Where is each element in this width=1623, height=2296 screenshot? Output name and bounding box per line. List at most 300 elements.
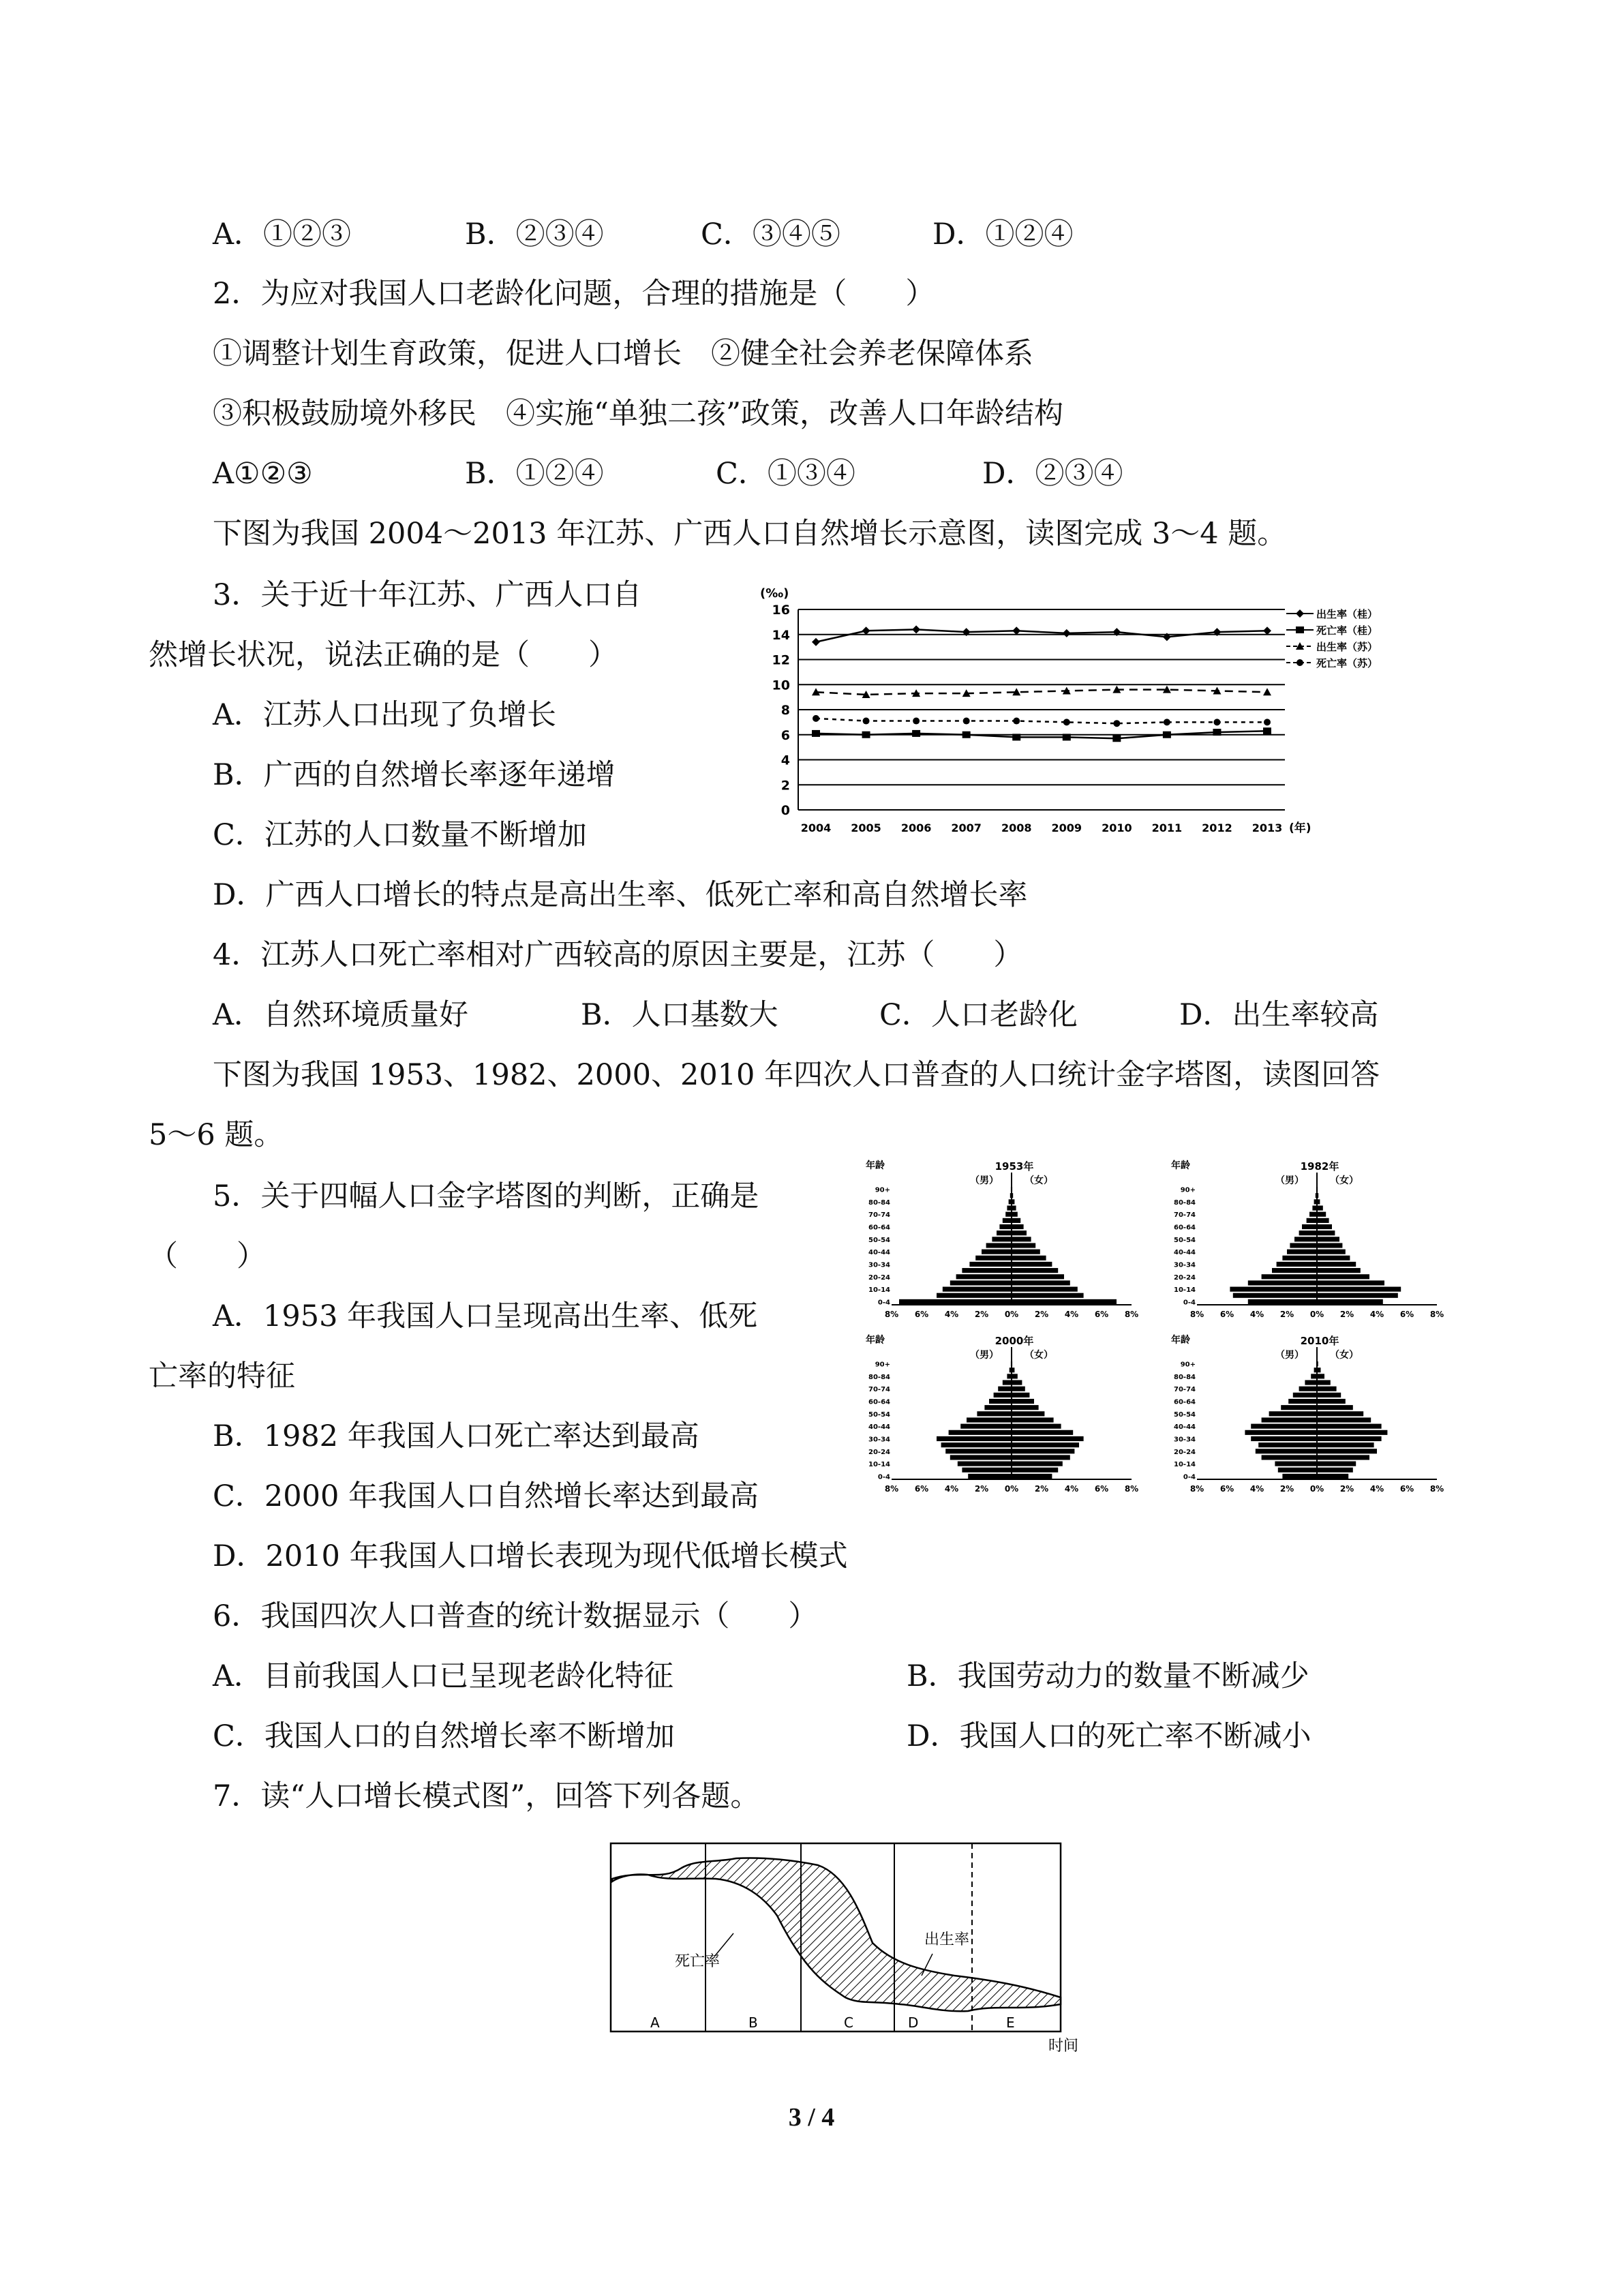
pyramid-female-bar-8 (1012, 1424, 1061, 1429)
y-tick-4: 4 (780, 753, 790, 768)
pyramid-age-tick-0-4: 0-4 (1183, 1473, 1196, 1481)
pyramid-female-bar-15 (1012, 1380, 1022, 1385)
q1-option-d: D．①②④ (932, 217, 1074, 252)
pyramid-age-tick-70-74: 70-74 (1174, 1211, 1196, 1220)
q3-stem-line2: 然增长状况，说法正确的是（ ） (149, 638, 618, 672)
pyramid-female-bar-14 (1012, 1387, 1025, 1391)
pyramid-female-bar-10 (1012, 1411, 1044, 1416)
pyramid-x-tick-5: 2% (1339, 1310, 1354, 1319)
pyramid-male-bar-2 (1230, 1287, 1317, 1292)
pyramid-male-bar-12 (999, 1224, 1012, 1229)
pyramid-female-bar-9 (1012, 1243, 1035, 1248)
page-number: 3 / 4 (788, 2103, 835, 2132)
pyramid-female-bar-0 (1012, 1474, 1052, 1479)
pyramid-female-label: （女） (1330, 1350, 1359, 1361)
pyramid-male-bar-7 (1245, 1430, 1317, 1435)
x-tick-2005: 2005 (851, 821, 881, 834)
series-3-point-2010 (1113, 720, 1120, 727)
pyramid-female-bar-13 (1317, 1218, 1329, 1223)
pyramid-age-tick-50-54: 50-54 (868, 1236, 890, 1244)
pyramid-age-tick-40-44: 40-44 (1174, 1423, 1196, 1432)
stage-a-label: A (650, 2014, 660, 2031)
q2-option-b: B．①②④ (465, 457, 604, 491)
pyramid-female-bar-4 (1012, 1449, 1074, 1453)
series-line-3 (816, 719, 1267, 723)
pyramid-2010年 (1171, 1334, 1444, 1494)
pyramid-male-bar-12 (1288, 1399, 1317, 1404)
legend-label-1: 死亡率（桂） (1316, 624, 1378, 637)
pyramid-x-tick-1: 6% (1219, 1310, 1234, 1319)
intro-q5-q6-line2: 5～6 题。 (149, 1118, 284, 1152)
q6-option-a: A．目前我国人口已呈现老龄化特征 (213, 1659, 674, 1693)
pyramid-male-bar-14 (1005, 1212, 1012, 1217)
pyramid-male-bar-15 (1007, 1205, 1012, 1210)
pyramid-male-label: （男） (970, 1350, 999, 1361)
pyramid-female-bar-7 (1317, 1256, 1350, 1260)
pyramid-male-bar-1 (1233, 1293, 1317, 1298)
pyramid-x-tick-8: 8% (1429, 1310, 1444, 1319)
pyramid-female-bar-13 (1012, 1218, 1020, 1223)
pyramid-male-bar-0 (968, 1474, 1012, 1479)
pyramid-x-tick-2: 4% (1249, 1484, 1264, 1494)
pyramid-male-bar-11 (1281, 1405, 1317, 1410)
growth-model-svg (600, 1834, 1091, 2059)
stage-c-label: C (844, 2014, 853, 2031)
pyramid-female-bar-18 (1317, 1187, 1318, 1192)
pyramid-male-bar-13 (1307, 1218, 1317, 1223)
pyramid-age-tick-60-64: 60-64 (868, 1398, 890, 1406)
pyramid-age-tick-20-24: 20-24 (1174, 1273, 1196, 1282)
pyramid-x-tick-8: 8% (1124, 1310, 1139, 1319)
pyramid-age-tick-90+: 90+ (875, 1361, 890, 1369)
y-tick-12: 12 (772, 652, 790, 668)
pyramid-male-bar-12 (989, 1399, 1012, 1404)
pyramid-male-bar-0 (899, 1299, 1012, 1304)
pyramid-x-tick-6: 4% (1369, 1310, 1384, 1319)
growth-model-chart (600, 1834, 1091, 2059)
pyramid-male-bar-18 (1316, 1187, 1317, 1192)
pyramid-male-bar-12 (1302, 1224, 1317, 1229)
pyramid-male-bar-4 (1256, 1449, 1317, 1453)
rate-line-chart-svg (753, 581, 1378, 847)
pyramid-female-bar-7 (1012, 1256, 1046, 1260)
pyramid-female-bar-2 (1317, 1287, 1401, 1292)
pyramid-age-tick-30-34: 30-34 (868, 1261, 890, 1269)
pyramid-male-bar-7 (1282, 1256, 1317, 1260)
pyramid-year-title: 1953年 (995, 1160, 1034, 1173)
x-tick-2013: 2013 (1252, 821, 1283, 834)
pyramid-age-tick-80-84: 80-84 (1174, 1198, 1196, 1207)
pyramid-age-tick-60-64: 60-64 (868, 1224, 890, 1232)
q3-option-a: A．江苏人口出现了负增长 (213, 698, 557, 732)
pyramid-female-bar-13 (1012, 1393, 1029, 1398)
q5-option-b: B．1982 年我国人口死亡率达到最高 (213, 1419, 699, 1453)
x-tick-2004: 2004 (800, 821, 832, 834)
q3-option-d: D．广西人口增长的特点是高出生率、低死亡率和高自然增长率 (213, 878, 1028, 912)
pyramid-male-bar-6 (937, 1436, 1012, 1441)
y-tick-0: 0 (780, 803, 790, 818)
legend-label-0: 出生率（桂） (1316, 608, 1378, 620)
series-3-point-2004 (813, 715, 819, 722)
pyramid-age-tick-70-74: 70-74 (868, 1211, 890, 1220)
legend-marker-0 (1296, 609, 1304, 618)
pyramid-male-bar-18 (1011, 1187, 1012, 1192)
stage-d-label: D (908, 2014, 919, 2031)
pyramid-male-bar-17 (1314, 1368, 1317, 1372)
death-rate-label: 死亡率 (675, 1953, 721, 1970)
q2-item-1: ①调整计划生育政策，促进人口增长 ②健全社会养老保障体系 (213, 337, 1033, 371)
pyramid-male-bar-8 (982, 1250, 1012, 1254)
q3-option-c: C．江苏的人口数量不断增加 (213, 818, 587, 852)
series-2-point-2013 (1263, 688, 1271, 695)
pyramid-male-bar-8 (1251, 1424, 1317, 1429)
pyramid-male-bar-5 (962, 1268, 1012, 1273)
pyramid-female-bar-16 (1012, 1199, 1014, 1204)
pyramid-female-bar-11 (1317, 1405, 1353, 1410)
pyramid-female-bar-1 (1317, 1468, 1353, 1472)
q7-stem: 7．读“人口增长模式图”，回答下列各题。 (213, 1779, 760, 1813)
pyramid-female-bar-16 (1317, 1374, 1324, 1378)
q2-option-d: D．②③④ (982, 457, 1123, 491)
pyramid-male-bar-18 (1316, 1361, 1317, 1366)
pyramid-x-tick-0: 8% (884, 1310, 899, 1319)
pyramid-male-bar-11 (1299, 1230, 1317, 1235)
pyramid-female-bar-5 (1317, 1442, 1374, 1447)
pyramid-female-bar-15 (1317, 1205, 1323, 1210)
pyramid-female-bar-1 (1012, 1468, 1058, 1472)
population-pyramids-svg (864, 1159, 1451, 1500)
pyramid-male-bar-10 (977, 1411, 1012, 1416)
pyramid-x-tick-2: 4% (944, 1310, 959, 1319)
q4-stem: 4．江苏人口死亡率相对广西较高的原因主要是，江苏（ ） (213, 938, 1023, 972)
pyramid-female-bar-15 (1317, 1380, 1331, 1385)
q6-option-c: C．我国人口的自然增长率不断增加 (213, 1719, 675, 1753)
pyramid-female-bar-0 (1317, 1299, 1383, 1304)
pyramid-female-bar-8 (1317, 1250, 1346, 1254)
pyramid-male-bar-7 (949, 1430, 1012, 1435)
pyramid-female-bar-17 (1317, 1193, 1318, 1198)
pyramid-female-bar-5 (1012, 1442, 1079, 1447)
legend-label-2: 出生率（苏） (1316, 641, 1378, 653)
pyramid-x-tick-8: 8% (1429, 1484, 1444, 1494)
pyramid-female-bar-1 (1317, 1293, 1398, 1298)
pyramid-female-bar-14 (1012, 1212, 1018, 1217)
pyramid-female-bar-6 (1012, 1436, 1084, 1441)
pyramid-male-bar-9 (1290, 1243, 1317, 1248)
pyramid-age-tick-50-54: 50-54 (1174, 1410, 1196, 1419)
pyramid-male-bar-4 (1262, 1274, 1317, 1279)
legend-marker-3 (1296, 659, 1303, 666)
pyramid-x-tick-2: 4% (944, 1484, 959, 1494)
pyramid-female-bar-2 (1012, 1462, 1063, 1466)
y-tick-6: 6 (780, 727, 790, 743)
pyramid-male-bar-18 (1011, 1361, 1012, 1366)
pyramid-female-bar-3 (1012, 1280, 1070, 1285)
pyramid-female-bar-17 (1012, 1193, 1013, 1198)
pyramid-female-bar-9 (1012, 1417, 1054, 1422)
pyramid-year-title: 1982年 (1300, 1160, 1339, 1173)
pyramid-male-bar-16 (1311, 1374, 1317, 1378)
pyramid-x-tick-0: 8% (1189, 1310, 1204, 1319)
pyramid-age-tick-90+: 90+ (875, 1186, 890, 1194)
q5-option-a-line1: A．1953 年我国人口呈现高出生率、低死 (213, 1299, 758, 1333)
series-3-point-2006 (913, 718, 920, 725)
x-tick-2008: 2008 (1001, 821, 1032, 834)
y-tick-16: 16 (772, 603, 790, 618)
pyramid-female-bar-17 (1012, 1368, 1014, 1372)
series-3-point-2007 (963, 718, 970, 725)
pyramid-male-bar-0 (1282, 1474, 1317, 1479)
pyramid-1982年 (1171, 1160, 1444, 1319)
pyramid-x-tick-5: 2% (1339, 1484, 1354, 1494)
pyramid-x-tick-5: 2% (1034, 1310, 1049, 1319)
pyramid-x-tick-1: 6% (1219, 1484, 1234, 1494)
pyramid-female-label: （女） (1330, 1175, 1359, 1186)
pyramid-age-tick-80-84: 80-84 (868, 1373, 890, 1381)
pyramid-male-bar-6 (969, 1262, 1012, 1267)
pyramid-age-tick-20-24: 20-24 (1174, 1448, 1196, 1456)
series-0-point-2009 (1063, 629, 1071, 637)
pyramid-female-bar-13 (1317, 1393, 1341, 1398)
pyramid-female-bar-0 (1317, 1474, 1348, 1479)
pyramid-age-tick-0-4: 0-4 (877, 1473, 890, 1481)
pyramid-male-bar-11 (984, 1405, 1012, 1410)
x-tick-2011: 2011 (1151, 821, 1183, 834)
pyramid-male-bar-2 (958, 1462, 1012, 1466)
pyramid-x-tick-2: 4% (1249, 1310, 1264, 1319)
pyramid-female-bar-0 (1012, 1299, 1117, 1304)
pyramid-female-bar-4 (1317, 1274, 1369, 1279)
pyramid-age-tick-60-64: 60-64 (1174, 1224, 1196, 1232)
series-0-point-2004 (812, 638, 820, 646)
pyramid-x-tick-3: 2% (974, 1484, 989, 1494)
series-3-point-2011 (1164, 719, 1170, 725)
pyramid-male-bar-1 (937, 1293, 1012, 1298)
q6-stem: 6．我国四次人口普查的统计数据显示（ ） (213, 1599, 818, 1633)
pyramid-x-tick-6: 4% (1369, 1484, 1384, 1494)
q5-option-d: D．2010 年我国人口增长表现为现代低增长模式 (213, 1539, 848, 1573)
series-3-point-2005 (863, 718, 870, 725)
series-0-point-2008 (1012, 626, 1020, 635)
pyramid-female-bar-12 (1317, 1399, 1346, 1404)
q6-option-d: D．我国人口的死亡率不断减小 (907, 1719, 1311, 1753)
pyramid-male-bar-14 (998, 1387, 1012, 1391)
pyramid-male-bar-17 (1010, 1193, 1012, 1198)
pyramid-male-bar-16 (1009, 1199, 1012, 1204)
series-1-point-2013 (1263, 727, 1271, 734)
pyramid-male-bar-5 (1272, 1268, 1317, 1273)
pyramid-female-bar-2 (1012, 1287, 1078, 1292)
pyramid-male-bar-9 (967, 1417, 1012, 1422)
y-tick-14: 14 (772, 627, 790, 643)
pyramid-age-tick-50-54: 50-54 (1174, 1236, 1196, 1244)
pyramid-female-bar-8 (1317, 1424, 1382, 1429)
rate-line-chart (753, 581, 1378, 847)
y-axis-unit: (‰) (760, 586, 789, 601)
pyramid-male-bar-4 (945, 1449, 1012, 1453)
series-3-point-2013 (1264, 719, 1271, 725)
pyramid-female-bar-3 (1317, 1455, 1369, 1460)
pyramid-female-bar-15 (1012, 1205, 1016, 1210)
pyramid-age-label: 年龄 (1171, 1335, 1190, 1346)
pyramid-x-tick-0: 8% (884, 1484, 899, 1494)
pyramid-female-bar-6 (1012, 1262, 1052, 1267)
pyramid-age-tick-40-44: 40-44 (868, 1249, 890, 1257)
pyramid-male-bar-3 (950, 1455, 1012, 1460)
q5-stem-line2: （ ） (149, 1239, 266, 1273)
pyramid-female-bar-10 (1012, 1237, 1031, 1241)
q5-option-a-line2: 亡率的特征 (149, 1359, 295, 1393)
pyramid-male-bar-1 (962, 1468, 1012, 1472)
intro-q3-q4: 下图为我国 2004～2013 年江苏、广西人口自然增长示意图，读图完成 3～4 题。 (213, 517, 1287, 551)
series-3-point-2012 (1213, 719, 1220, 725)
pyramid-age-tick-10-14: 10-14 (868, 1461, 890, 1469)
pyramid-age-tick-20-24: 20-24 (868, 1273, 890, 1282)
q1-option-b: B．②③④ (465, 217, 604, 252)
pyramid-male-bar-13 (1293, 1393, 1317, 1398)
pyramid-female-bar-4 (1317, 1449, 1377, 1453)
pyramid-x-tick-5: 2% (1034, 1484, 1049, 1494)
q1-option-a: A．①②③ (213, 217, 352, 252)
pyramid-age-tick-90+: 90+ (1180, 1361, 1196, 1369)
pyramid-male-bar-13 (1003, 1218, 1012, 1223)
series-3-point-2009 (1063, 719, 1070, 725)
pyramid-male-bar-14 (1309, 1212, 1317, 1217)
pyramid-age-tick-40-44: 40-44 (1174, 1249, 1196, 1257)
pyramid-male-label: （男） (1275, 1350, 1304, 1361)
series-1-point-2009 (1063, 734, 1071, 740)
y-tick-2: 2 (780, 778, 790, 794)
pyramid-x-tick-3: 2% (1279, 1310, 1294, 1319)
pyramid-age-label: 年龄 (1171, 1160, 1190, 1171)
series-1-point-2005 (862, 731, 870, 738)
time-axis-label: 时间 (1048, 2038, 1079, 2055)
pyramid-female-bar-4 (1012, 1274, 1064, 1279)
pyramid-male-bar-3 (1248, 1280, 1317, 1285)
pyramid-female-bar-3 (1317, 1280, 1384, 1285)
pyramid-female-bar-7 (1012, 1430, 1073, 1435)
pyramid-male-bar-10 (992, 1237, 1012, 1241)
q3-stem-line1: 3．关于近十年江苏、广西人口自 (213, 578, 642, 612)
pyramid-female-bar-16 (1317, 1199, 1320, 1204)
pyramid-female-bar-11 (1012, 1230, 1027, 1235)
pyramid-x-tick-3: 2% (1279, 1484, 1294, 1494)
x-tick-2009: 2009 (1051, 821, 1082, 834)
pyramid-female-bar-7 (1317, 1430, 1387, 1435)
pyramid-male-bar-13 (994, 1393, 1012, 1398)
q4-option-d: D．出生率较高 (1179, 998, 1379, 1032)
x-tick-2012: 2012 (1202, 821, 1232, 834)
series-1-point-2006 (912, 730, 920, 737)
pyramid-age-tick-90+: 90+ (1180, 1186, 1196, 1194)
pyramid-x-tick-4: 0% (1004, 1484, 1019, 1494)
pyramid-male-bar-6 (1251, 1436, 1317, 1441)
pyramid-female-bar-8 (1012, 1250, 1040, 1254)
pyramid-age-tick-20-24: 20-24 (868, 1448, 890, 1456)
y-tick-8: 8 (780, 703, 790, 718)
pyramid-male-bar-15 (1305, 1380, 1317, 1385)
y-tick-10: 10 (772, 678, 790, 693)
pyramid-female-bar-1 (1012, 1293, 1084, 1298)
pyramid-x-tick-4: 0% (1309, 1484, 1324, 1494)
q2-item-2: ③积极鼓励境外移民 ④实施“单独二孩”政策，改善人口年龄结构 (213, 397, 1063, 431)
pyramid-female-bar-5 (1012, 1268, 1058, 1273)
q1-option-c: C．③④⑤ (701, 217, 840, 252)
pyramid-age-tick-10-14: 10-14 (868, 1286, 890, 1295)
pyramid-female-bar-14 (1317, 1212, 1326, 1217)
pyramid-female-bar-12 (1012, 1399, 1034, 1404)
pyramid-female-bar-9 (1317, 1417, 1371, 1422)
intro-q5-q6-line1: 下图为我国 1953、1982、2000、2010 年四次人口普查的人口统计金字塔图，读图回答 (213, 1058, 1380, 1092)
q6-option-b: B．我国劳动力的数量不断减少 (907, 1659, 1309, 1693)
series-0-point-2006 (912, 625, 920, 633)
pyramid-male-bar-4 (956, 1274, 1012, 1279)
pyramid-male-bar-9 (986, 1243, 1012, 1248)
series-1-point-2012 (1213, 729, 1221, 736)
pyramid-x-tick-8: 8% (1124, 1484, 1139, 1494)
pyramid-year-title: 2010年 (1300, 1335, 1339, 1347)
pyramid-male-bar-9 (1262, 1417, 1317, 1422)
pyramid-age-tick-60-64: 60-64 (1174, 1398, 1196, 1406)
pyramid-age-tick-30-34: 30-34 (1174, 1261, 1196, 1269)
series-3-point-2008 (1013, 718, 1020, 725)
pyramid-female-bar-11 (1012, 1405, 1039, 1410)
series-1-point-2007 (962, 731, 971, 738)
pyramid-x-tick-1: 6% (914, 1310, 929, 1319)
pyramid-age-label: 年龄 (866, 1335, 885, 1346)
pyramid-x-tick-4: 0% (1004, 1310, 1019, 1319)
pyramid-male-label: （男） (970, 1175, 999, 1186)
pyramid-female-bar-9 (1317, 1243, 1342, 1248)
pyramid-x-tick-6: 4% (1064, 1310, 1079, 1319)
series-line-2 (816, 690, 1267, 695)
pyramid-male-bar-14 (1299, 1387, 1317, 1391)
pyramid-female-bar-3 (1012, 1455, 1070, 1460)
pyramid-female-bar-12 (1317, 1224, 1332, 1229)
stage-e-label: E (1006, 2014, 1015, 2031)
q2-stem: 2．为应对我国人口老龄化问题，合理的措施是（ ） (213, 277, 935, 311)
pyramid-age-tick-70-74: 70-74 (1174, 1386, 1196, 1394)
pyramid-male-bar-10 (1294, 1237, 1317, 1241)
q2-option-a: A①②③ (213, 457, 313, 491)
pyramid-female-label: （女） (1025, 1175, 1053, 1186)
pyramid-female-bar-12 (1012, 1224, 1024, 1229)
pyramid-x-tick-7: 6% (1094, 1310, 1109, 1319)
pyramid-age-tick-30-34: 30-34 (1174, 1436, 1196, 1444)
pyramid-age-tick-50-54: 50-54 (868, 1410, 890, 1419)
pyramid-female-bar-10 (1317, 1237, 1339, 1241)
pyramid-female-bar-2 (1317, 1462, 1356, 1466)
pyramid-female-label: （女） (1025, 1350, 1053, 1361)
pyramid-age-tick-10-14: 10-14 (1174, 1286, 1196, 1295)
pyramid-age-tick-70-74: 70-74 (868, 1386, 890, 1394)
series-line-0 (816, 629, 1267, 641)
pyramid-x-tick-7: 6% (1399, 1484, 1414, 1494)
series-1-point-2008 (1012, 734, 1020, 740)
pyramid-female-bar-6 (1317, 1262, 1356, 1267)
pyramid-male-bar-16 (1007, 1374, 1012, 1378)
q4-option-c: C．人口老龄化 (879, 998, 1078, 1032)
pyramid-2000年 (866, 1334, 1138, 1494)
series-1-point-2004 (812, 730, 820, 737)
pyramid-male-bar-1 (1278, 1468, 1317, 1472)
pyramid-male-bar-15 (1312, 1205, 1317, 1210)
pyramid-male-label: （男） (1275, 1175, 1304, 1186)
pyramid-male-bar-0 (1248, 1299, 1317, 1304)
pyramid-age-tick-30-34: 30-34 (868, 1436, 890, 1444)
x-tick-2010: 2010 (1102, 821, 1132, 834)
legend-marker-1 (1296, 626, 1304, 633)
